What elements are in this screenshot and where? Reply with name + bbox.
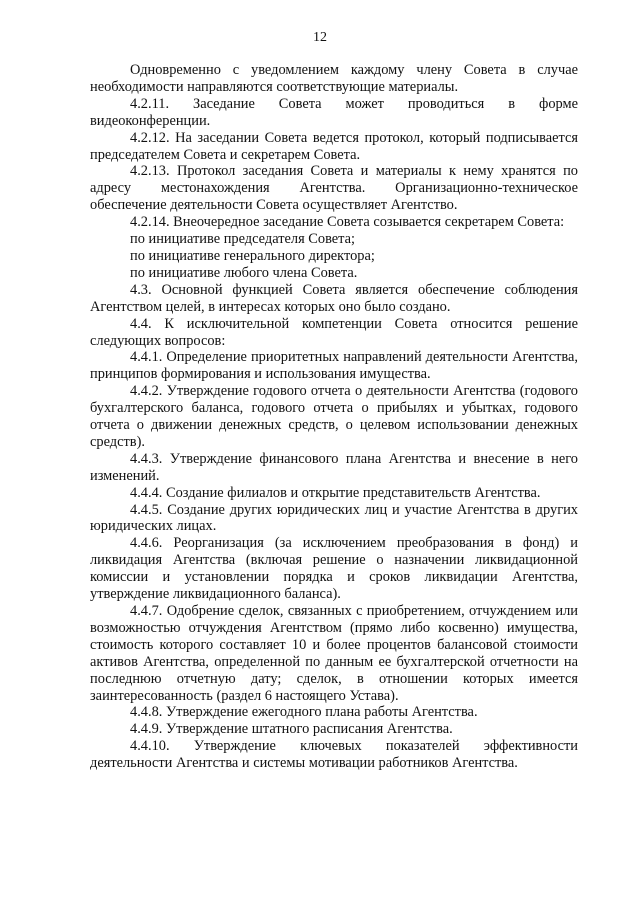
paragraph-4-2-14: 4.2.14. Внеочередное заседание Совета созывается секретарем Совета: <box>130 214 565 231</box>
paragraph-4-4-4: 4.4.4. Создание филиалов и открытие представительств Агентства. <box>130 484 541 501</box>
paragraph-4-4-5: 4.4.5. Создание других юридических лиц и участие Агентства в других юридических лицах. <box>90 501 578 535</box>
document-body <box>90 62 578 772</box>
page-number: 12 <box>313 30 327 45</box>
paragraph-4-4-7: 4.4.7. Одобрение сделок, связанных с приобретением, отчуждением или возможностью отчуждения Агентством (прямо либо косвенно) имущества, стоимость которого составляет 10 и более процентов балансовой стоимости активов Агентства, определенной по данным ее бухгалтерской отчетности на последнюю отчетную дату; сделок, в отношении которых имеется заинтересованность (раздел 6 настоящего Устава). <box>90 603 578 704</box>
list-item-member-initiative: по инициативе любого члена Совета. <box>130 264 358 281</box>
paragraph-4-4-6: 4.4.6. Реорганизация (за исключением преобразования в фонд) и ликвидация Агентства (включая решение о назначении ликвидационной комиссии и установлении порядка и сроков ликвидации Агентства, утверждение ликвидационного баланса). <box>90 535 578 603</box>
paragraph-4-4-8: 4.4.8. Утверждение ежегодного плана работы Агентства. <box>130 704 478 721</box>
paragraph-4-4-2: 4.4.2. Утверждение годового отчета о деятельности Агентства (годового бухгалтерского баланса, годового отчета о прибылях и убытках, годового отчета о движении денежных средств, о целевом использовании денежных средств). <box>90 383 578 450</box>
paragraph-4-2-11: 4.2.11. Заседание Совета может проводиться в форме видеоконференции. <box>90 95 578 129</box>
paragraph-4-2-12: 4.2.12. На заседании Совета ведется протокол, который подписывается председателем Совета и секретарем Совета. <box>90 129 578 163</box>
paragraph-4-4-10: 4.4.10. Утверждение ключевых показателей эффективности деятельности Агентства и системы мотивации работников Агентства. <box>90 738 578 772</box>
paragraph-4-4-9: 4.4.9. Утверждение штатного расписания Агентства. <box>130 721 453 738</box>
paragraph-4-4: 4.4. К исключительной компетенции Совета относится решение следующих вопросов: <box>90 315 578 349</box>
paragraph-4-3: 4.3. Основной функцией Совета является обеспечение соблюдения Агентством целей, в интересах которых оно было создано. <box>90 281 578 315</box>
list-item-director-initiative: по инициативе генерального директора; <box>130 247 375 264</box>
paragraph-notice-materials: Одновременно с уведомлением каждому члену Совета в случае необходимости направляются соответствующие материалы. <box>90 62 578 95</box>
paragraph-4-4-3: 4.4.3. Утверждение финансового плана Агентства и внесение в него изменений. <box>90 450 578 484</box>
list-item-chairman-initiative: по инициативе председателя Совета; <box>130 231 356 248</box>
paragraph-4-2-13: 4.2.13. Протокол заседания Совета и материалы к нему хранятся по адресу местонахождения Агентства. Организационно-техническое обеспечение деятельности Совета осуществляет Агентство. <box>90 163 578 214</box>
paragraph-4-4-1: 4.4.1. Определение приоритетных направлений деятельности Агентства, принципов формирования и использования имущества. <box>90 349 578 383</box>
